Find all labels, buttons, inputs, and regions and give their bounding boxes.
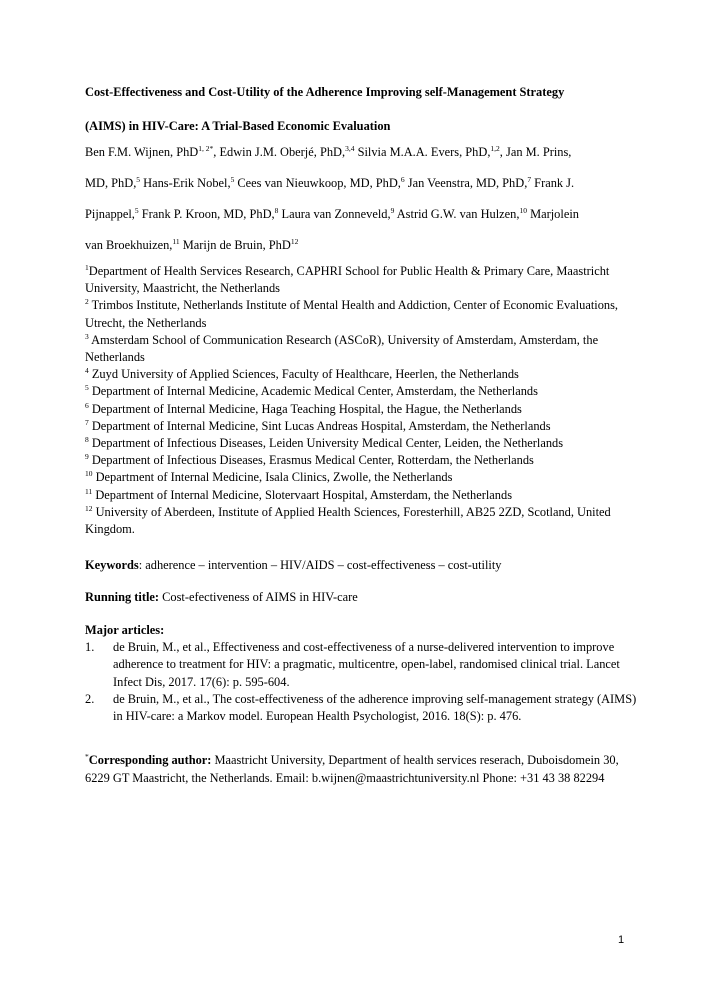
author-affil-sup: 5 — [136, 175, 141, 184]
author-name: Frank P. Kroon, MD, PhD, — [141, 207, 275, 221]
corresponding-marker: * — [85, 752, 89, 761]
affiliation-11 — [85, 487, 645, 504]
author-affil-sup: 12 — [290, 237, 299, 246]
title-line-2: (AIMS) in HIV-Care: A Trial-Based Economic Evaluation — [85, 119, 391, 133]
author-name-cont: MD, PhD, — [85, 176, 137, 190]
running-title — [85, 590, 645, 605]
author-line-1: Ben F.M. Wijnen, PhD$^{1, 2*}$, Edwin J.M. Oberjé, PhD,$^{3,4}$ Silvia M.A.A. Evers, PhD,$^{1,2}$, Jan M. Prins, — [85, 144, 572, 159]
reference-item-1 — [85, 639, 645, 691]
running-title-text: Cost-efectiveness of AIMS in HIV-care — [159, 590, 358, 604]
author-name: Jan Veenstra, MD, PhD, — [407, 176, 528, 190]
affiliation-8 — [85, 435, 645, 452]
author-affil-sup: 1, 2* — [198, 144, 214, 153]
affiliation-text: Amsterdam School of Communication Research (ASCoR), University of Amsterdam, Amsterdam, the Netherlands — [85, 332, 599, 365]
author-affil-sup: 8 — [274, 206, 279, 215]
affiliation-num: 8 — [85, 435, 89, 445]
affiliation-num: 6 — [85, 400, 89, 410]
affiliations — [85, 263, 645, 538]
author-affil-sup: 11 — [172, 237, 180, 246]
affiliation-text: Trimbos Institute, Netherlands Institute of Mental Health and Addiction, Center of Economic Evaluations, Utrecht, the Netherlands — [85, 298, 619, 330]
affiliation-4 — [85, 366, 645, 383]
affiliation-3 — [85, 332, 645, 366]
title-line-1: Cost-Effectiveness and Cost-Utility of the Adherence Improving self-Management Strategy — [85, 85, 565, 99]
reference-number: 1. — [85, 640, 95, 654]
affiliation-num: 10 — [85, 469, 93, 479]
author-affil-sup: 7 — [527, 175, 532, 184]
affiliation-text: Department of Internal Medicine, Haga Teaching Hospital, the Hague, the Netherlands — [91, 401, 522, 416]
affiliation-text: Department of Internal Medicine, Isala Clinics, Zwolle, the Netherlands — [95, 470, 453, 485]
affiliation-text: Department of Internal Medicine, Academic Medical Center, Amsterdam, the Netherlands — [91, 384, 538, 399]
corresponding-text: Maastricht University, Department of health services reserach, Duboisdomein 30, 6229 GT Maastricht, the Netherlands. Email: b.wijnen@maastrichtuniversity.nl Phone: +31 43 38 82294 — [85, 753, 619, 785]
author-affil-sup: 3,4 — [345, 144, 355, 153]
reference-number: 2. — [85, 691, 95, 706]
affiliation-9 — [85, 452, 645, 469]
author-name: Cees van Nieuwkoop, MD, PhD, — [237, 176, 401, 190]
running-title-label: Running title: — [85, 590, 160, 604]
author-name: Silvia M.A.A. Evers, PhD, — [357, 145, 491, 159]
affiliation-10 — [85, 469, 645, 486]
affiliation-6 — [85, 401, 645, 418]
corresponding-author — [85, 752, 645, 787]
author-affil-sup: 6 — [400, 175, 405, 184]
author-affil-sup: 10 — [519, 206, 527, 215]
author-name: Frank J. — [534, 176, 575, 190]
affiliation-text: Department of Infectious Diseases, Leiden University Medical Center, Leiden, the Netherlands — [91, 436, 564, 451]
affiliation-text: Department of Infectious Diseases, Erasmus Medical Center, Rotterdam, the Netherlands — [91, 453, 534, 468]
affiliation-12 — [85, 504, 645, 538]
corresponding-label: Corresponding author: — [88, 753, 212, 767]
major-articles — [85, 622, 645, 725]
keywords-text: : adherence – intervention – HIV/AIDS – cost-effectiveness – cost-utility — [138, 558, 502, 572]
reference-item-2 — [85, 691, 645, 726]
affiliation-1 — [85, 263, 645, 297]
author-name-cont: Pijnappel, — [85, 207, 135, 221]
affiliation-num: 1 — [85, 263, 89, 272]
author-affil-sup: 9 — [390, 206, 395, 215]
keywords-label: Keywords — [85, 558, 139, 572]
affiliation-num: 5 — [85, 383, 89, 393]
author-line-3 — [85, 206, 579, 223]
affiliation-text: Department of Health Services Research, CAPHRI School for Public Health & Primary Care, Maastricht University, Maastricht, the Netherlands — [85, 264, 610, 296]
affiliation-text: Department of Internal Medicine, Slotervaart Hospital, Amsterdam, the Netherlands — [95, 487, 513, 502]
keywords — [85, 558, 645, 573]
author-name: Hans-Erik Nobel, — [143, 176, 231, 190]
affiliation-7 — [85, 418, 645, 435]
page-number: 1 — [618, 934, 625, 946]
affiliation-num: 3 — [85, 331, 89, 341]
affiliation-5 — [85, 383, 645, 400]
author-affil-sup: 1,2 — [490, 144, 500, 153]
author-name: Laura van Zonneveld, — [281, 207, 391, 221]
author-affil-sup: 5 — [134, 206, 139, 215]
affiliation-text: Zuyd University of Applied Sciences, Faculty of Healthcare, Heerlen, the Netherlands — [91, 367, 519, 382]
author-name: Edwin J.M. Oberjé, PhD, — [219, 145, 346, 159]
affiliation-num: 2 — [85, 297, 89, 307]
affiliation-num: 4 — [85, 366, 89, 376]
affiliation-text: Department of Internal Medicine, Sint Lucas Andreas Hospital, Amsterdam, the Netherlands — [91, 418, 551, 433]
major-articles-label: Major articles: — [85, 623, 165, 637]
paper-title — [85, 84, 645, 135]
author-name: Ben F.M. Wijnen, PhD — [85, 145, 199, 159]
affiliation-2 — [85, 297, 645, 331]
author-name-cont: van Broekhuizen, — [85, 238, 173, 252]
affiliation-num: 12 — [85, 503, 93, 513]
affiliation-num: 11 — [85, 486, 93, 496]
reference-text: de Bruin, M., et al., The cost-effectiveness of the adherence improving self-management strategy (AIMS) in HIV-care: a Markov model. European Health Psychologist, 2016. 18(S): p. 476. — [113, 691, 637, 724]
reference-text: de Bruin, M., et al., Effectiveness and cost-effectiveness of a nurse-delivered intervention to improve adherence to treatment for HIV: a pragmatic, multicentre, open-label, randomised clinical trial. Lancet Infect Dis, 2017. 17(6): p. 595-604. — [113, 640, 620, 689]
author-name: Jan M. Prins, — [506, 145, 572, 159]
affiliation-num: 9 — [85, 452, 89, 462]
author-name: Marjolein — [530, 207, 579, 221]
affiliation-text: University of Aberdeen, Institute of Applied Health Sciences, Foresterhill, AB25 2ZD, Scotland, United Kingdom. — [85, 504, 611, 537]
author-affil-sup: 5 — [230, 175, 235, 184]
author-name: Astrid G.W. van Hulzen, — [396, 207, 520, 221]
author-name: Marijn de Bruin, PhD — [182, 238, 291, 252]
affiliation-num: 7 — [85, 417, 89, 427]
author-line-2 — [85, 175, 574, 192]
author-line-4 — [85, 237, 298, 254]
